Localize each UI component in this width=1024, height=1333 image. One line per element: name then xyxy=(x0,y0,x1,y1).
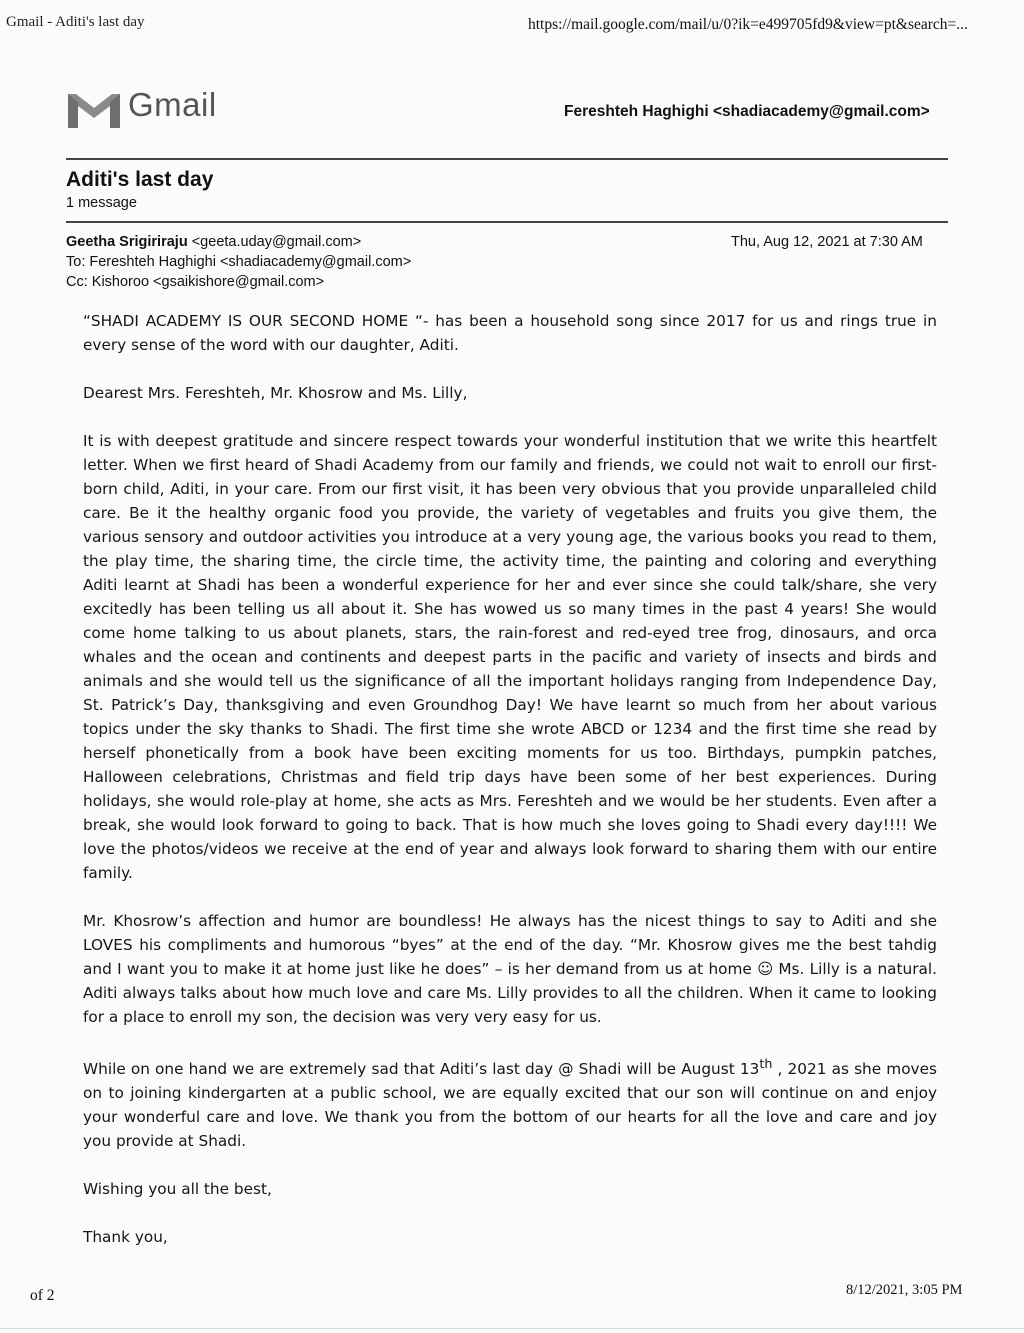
sender-line xyxy=(66,232,361,252)
cc-line: Cc: Kishoroo <gsaikishore@gmail.com> xyxy=(66,274,325,290)
body-text-segment: , 2021 as she moves on to joining kindergarten at a public school, we are equally excited that our son will continue on and enjoy your wonderful care and love. We thank you from the bottom of our hearts for all the love and care and joy you provide at Shadi. xyxy=(83,1060,937,1151)
body-greeting: Dearest Mrs. Fereshteh, Mr. Khosrow and Ms. Lilly, xyxy=(83,384,468,402)
signoff-line: Thank you, xyxy=(83,1228,168,1247)
header-divider xyxy=(66,158,948,160)
closing-line: Wishing you all the best, xyxy=(83,1180,272,1199)
message-body xyxy=(83,309,937,1249)
print-url: https://mail.google.com/mail/u/0?ik=e499705fd9&view=pt&search=... xyxy=(528,16,968,33)
to-line: To: Fereshteh Haghighi <shadiacademy@gmail.com> xyxy=(66,254,412,270)
gmail-m-icon xyxy=(66,88,122,132)
gmail-logo xyxy=(66,88,241,132)
message-count: 1 message xyxy=(66,195,137,211)
body-text-segment: While on one hand we are extremely sad that Aditi’s last day @ Shadi will be August 13 xyxy=(83,1060,760,1079)
scan-edge xyxy=(0,1328,1024,1329)
page-number: of 2 xyxy=(30,1287,55,1304)
body-paragraph xyxy=(83,1053,937,1153)
sender-name: Geetha Srigiriraju xyxy=(66,234,188,250)
account-label: Fereshteh Haghighi <shadiacademy@gmail.com> xyxy=(564,103,930,120)
message-date: Thu, Aug 12, 2021 at 7:30 AM xyxy=(731,234,923,250)
print-page-title: Gmail - Aditi's last day xyxy=(6,14,145,30)
body-paragraph: “SHADI ACADEMY IS OUR SECOND HOME “- has been a household song since 2017 for us and rings true in every sense of the word with our daughter, Aditi. xyxy=(83,312,937,354)
body-paragraph: Mr. Khosrow’s affection and humor are boundless! He always has the nicest things to say to Aditi and she LOVES his compliments and humorous “byes” at the end of the day. “Mr. Khosrow gives me the best tahdig and I want you to make it at home just like he does” – is her demand from us at home ☺ Ms. Lilly is a natural. Aditi always talks about how much love and care Ms. Lilly provides to all the children. When it came to looking for a place to enroll my son, the decision was very very easy for us. xyxy=(83,912,937,1026)
thread-subject: Aditi's last day xyxy=(66,168,214,191)
body-paragraph: It is with deepest gratitude and sincere respect towards your wonderful institution that we write this heartfelt letter. When we first heard of Shadi Academy from our family and friends, we could not wait to enroll our first-born child, Aditi, in your care. From our first visit, it has been very obvious that you provide unparalleled child care. Be it the healthy organic food you provide, the variety of vegetables and fruits you give them, the various sensory and outdoor activities you introduce at a very young age, the various books you read to them, the play time, the sharing time, the circle time, the activity time, the painting and coloring and everything Aditi learnt at Shadi has been a wonderful experience for her and ever since she could talk/share, she very excitedly has been telling us all about it. She has wowed us so many times in the past 4 years! She would come home talking to us about planets, stars, the rain-forest and red-eyed tree frog, dinosaurs, and orca whales and the ocean and continents and deepest parts in the pacific and variety of insects and birds and animals and she would tell us the significance of all the important holidays ranging from Independence Day, St. Patrick’s Day, thanksgiving and even Groundhog Day! We have learnt so much from her about various topics under the sky thanks to Shadi. The first time she wrote ABCD or 1234 and the first time she read by herself phonetically from a book have been exciting moments for us too. Birthdays, pumpkin patches, Halloween celebrations, Christmas and field trip days have been some of her best experiences. During holidays, she would role-play at home, she acts as Mrs. Fereshteh and we would be her students. Even after a break, she would look forward to going to back. That is how much she loves going to Shadi every day!!!! We love the photos/videos we receive at the end of year and always look forward to sharing them with our entire family. xyxy=(83,432,937,882)
sender-email: <geeta.uday@gmail.com> xyxy=(191,234,362,250)
print-timestamp: 8/12/2021, 3:05 PM xyxy=(846,1282,963,1298)
ordinal-suffix: th xyxy=(759,1057,773,1072)
subject-divider xyxy=(66,221,948,223)
gmail-brand-text: Gmail xyxy=(128,86,217,123)
